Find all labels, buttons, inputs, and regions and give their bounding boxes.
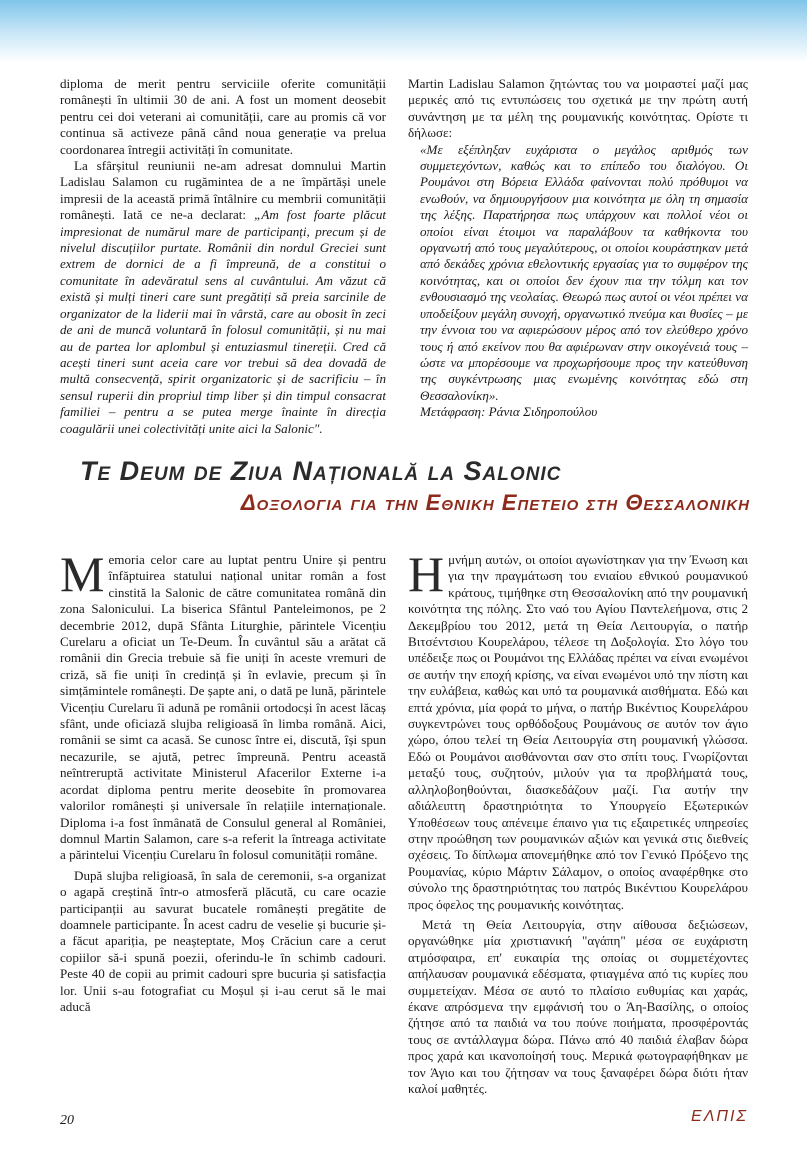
headline-greek: Δοξολογια για την Εθνικη Επετειο στη Θεσσαλονικη bbox=[240, 490, 750, 515]
gr-article-paragraph-2: Μετά τη Θεία Λειτουργία, στην αίθουσα δεξιώσεων, οργανώθηκε μία χριστιανική "αγάπη" μέσα σε ευχάριστη ατμόσφαιρα, επ' ευκαιρία της οποίας οι συμμετέχοντες απήλαυσαν ρουμανικά εδέσματα, φτιαγμένα από τις κυρίες που συμμετείχαν. Μέσα σε αυτό το πλαίσιο ευθυμίας και χαράς, έκανε απρόσμενα την εμφάνισή του ο Άη-Βασίλης, ο οποίος ζήτησε από τα παιδιά να του πούνε ποιήματα, προσφέροντάς τους σε αντάλλαγμα δώρα. Πάνω από 40 παιδιά έλαβαν δώρα προς χαρά και ικανοποίησή τους. Μερικά φωτογραφήθηκαν με τον Άγιο και του ζήτησαν να τους ξαναφέρει δώρα διότι ήταν καλοί μαθητές. bbox=[408, 916, 748, 1096]
ro-interview-quote: „Am fost foarte plăcut impresionat de numărul mare de participanți, precum și de nivelul discuțiilor purtate. Românii din nordul Greciei sunt extrem de dornici de a fi împreună, de a constitui o comunitate în adevăratul sens al cuvântului. Am văzut că există și mulți tineri care sunt pregătiți să preia sarcinile de organizator de la liderii mai în vârstă, care au obosit în zeci de ani de muncă voluntară în folosul comunității, și nu mai au de partea lor aplombul și entuziasmul tinereții. Cred că acești tineri sunt aceia care vor trebui să dea dovadă de multă consecvență, spirit organizatoric și de sacrificiu – în sensul ruperii din propriul timp liber și din timpul consacrat familiei – pentru a se putea merge înainte în direcția coagulării unei colectivități unite aici la Salonic". bbox=[60, 207, 387, 436]
ro-paragraph-diploma: diploma de merit pentru serviciile oferite comunității românești în ultimii 30 de ani. A fost un moment deosebit pentru cei doi veterani ai comunității, care au promis că vor continua să activeze până când noua generație va prelua coordonarea întregii activități în comunitate. bbox=[60, 76, 386, 157]
ro-drop-cap: M bbox=[60, 546, 105, 602]
page-number: 20 bbox=[60, 1113, 74, 1128]
ro-article-paragraph-2: După slujba religioasă, în sala de ceremonii, s-a organizat o agapă creștină într-o atmosferă plăcută, cu care ocazie participanții au savurat bucatele românești pregătite de doamnele participante. În acest cadru de veselie și bucurie și-a făcut apariția, pe neașteptate, Moș Crăciun care a cerut copiilor să-i spună poezii, oferindu-le în schimb cadouri. Peste 40 de copii au primit cadouri spre bucuria și satisfacția lor. Unii s-au fotografiat cu Moșul și i-au cerut să le mai aducă bbox=[60, 867, 386, 1014]
top-romanian-column bbox=[60, 76, 386, 437]
bottom-romanian-column bbox=[60, 546, 386, 1015]
ro-article-text-1: emoria celor care au luptat pentru Unire și pentru înfăptuirea statului național unitar român a fost cinstită la Salonic de către comunitatea română din zona Salonicului. La biserica Sfântul Panteleimonos, pe 2 decembrie 2012, după Sfânta Liturghie, părintele Vicențiu Curelaru a oficiat un Te-Deum. În cuvântul său a arătat că românii din Grecia trebuie să fie uniți în aceste vremuri de criză, să fie uniți în credință și în evlavie, precum și în simțămintele românești. De șapte ani, o dată pe lună, părintele Vicențiu Curelaru îi adună pe românii ortodocși în acest lăcaș sfânt, unde oficiază slujba religioasă în limba română. Aici, românii se simt ca acasă. Se cunosc între ei, discută, își spun necazurile, se ajută, petrec împreună. Pentru această neîntreruptă activitate Ministerul Afacerilor Externe i-a acordat diploma pentru merite deosebite în promovarea valorilor românești și universale în relațiile internaționale. Diploma i-a fost înmânată de Consulul general al României, domnul Martin Salamon, care s-a referit la întreaga activitate a părintelui Vicențiu Curelaru în folosul comunității române. bbox=[60, 552, 386, 863]
gr-paragraph-quote: «Με εξέπληξαν ευχάριστα ο μεγάλος αριθμός των συμμετεχόντων, καθώς και το επίπεδο του διαλόγου. Οι Ρουμάνοι στη Βόρεια Ελλάδα φαίνονται πολύ πρόθυμοι να ενωθούν, να δημιουργήσουν μια κοινότητα με όλη τη σημασία της λέξης. Παρατήρησα πως υπάρχουν και πολλοί νέοι οι οποίοι είναι έτοιμοι να παραλάβουν τα καθήκοντα του οργανωτή από τους μεγαλύτερους, οι οποίοι κουράστηκαν μετά από δεκάδες χρόνια εθελοντικής εργασίας για το συμφέρον της κοινότητας, και οι οποίοι δεν έχουν πια την τόλμη και τον ενθουσιασμό της νεολαίας. Θεωρώ πως αυτοί οι νέοι πρέπει να υποδείξουν μεγάλη συνοχή, οργανωτικό πνεύμα και θυσίες – με την έννοια του να αφιερώσουν μέρος από τον ελεύθερο χρόνο τους ή από εκείνον που θα αφιέρωναν στην οικογένειά τους – ώστε να μπορέσουμε να προχωρήσουμε προς την κατεύθυνση της συγκέντρωσης μιας ενωμένης κοινότητας εδώ στη Θεσσαλονίκη». bbox=[420, 141, 748, 403]
gr-translator-credit: Μετάφραση: Ράνια Σιδηροπούλου bbox=[420, 404, 598, 420]
header-gradient-band bbox=[0, 0, 807, 62]
gr-paragraph-intro: Martin Ladislau Salamon ζητώντας του να μοιραστεί μαζί μας μερικές από τις εντυπώσεις του σχετικά με την πρώτη αυτή συνάντηση με τα μέλη της ρουμανικής κοινότητας. Ορίστε τι δήλωσε: bbox=[408, 76, 748, 141]
ro-interview-intro: La sfârșitul reuniunii ne-am adresat domnului Martin Ladislau Salamon cu rugămintea de a ne împărtăși unele impresii de la această primă întâlnire cu membrii comunității românești. Iată ce ne-a declarat: bbox=[60, 158, 386, 223]
ro-paragraph-interview bbox=[60, 158, 386, 437]
ro-article-paragraph-1 bbox=[60, 546, 386, 864]
gr-article-paragraph-1 bbox=[408, 546, 748, 913]
gr-article-text-1: μνήμη αυτών, οι οποίοι αγωνίστηκαν για την Ένωση και για την πραγμάτωση του ενιαίου εθνικού ρουμανικού κράτους, τιμήθηκε στη Θεσσαλονίκη από την ρουμανική κοινότητα της πόλης. Στο ναό του Αγίου Παντελεήμονα, στις 2 Δεκεμβρίου του 2012, μετά τη Θεία Λειτουργία, ο πατήρ Βιτσέντσιου Κουρελάρου, τέλεσε τη Δοξολογία. Στο λόγο του υπέδειξε πως οι Ρουμάνοι της Ελλάδας πρέπει να είναι ενωμένοι σε αυτήν την εποχή κρίσης, να είναι ενωμένοι υπό την πίστη και την ευλάβεια, καθώς και υπό τα ρουμανικά αισθήματα. Εδώ και επτά χρόνια, μία φορά το μήνα, ο πατήρ Βικέντιος Κουρελάρου συγκεντρώνει τους ορθόδοξους Ρουμάνους σε αυτόν τον άγιο χώρο, όπου τελεί τη Θεία Λειτουργία στη ρουμανική γλώσσα. Εδώ οι Ρουμάνοι αισθάνονται σαν στο σπίτι τους. Γνωρίζονται μεταξύ τους, συζητούν, μιλούν για τα προβλήματά τους, αλληλοβοηθούνται, διασκεδάζουν μαζί. Για αυτήν την αδιάλειπτη δραστηριότητα το Υπουργείο Εξωτερικών Υποθέσεων τους απένειμε έπαινο για τις εξαιρετικές υπηρεσίες στην προώθηση των ρουμανικών αξιών και γενικά στις διεθνείς σχέσεις. Το δίπλωμα απονεμήθηκε από τον Γενικό Πρόξενο της Ρουμανίας, κύριο Μάρτιν Σάλαμον, ο οποίος αναφέρθηκε στο σύνολο της δραστηριότητας του πατρός Βικέντιου Κουρελάρου προς όφελος της ρουμανικής κοινότητας. bbox=[408, 552, 748, 912]
gr-drop-cap: Η bbox=[408, 546, 445, 602]
magazine-title: ΕΛΠΙΣ bbox=[691, 1108, 748, 1125]
bottom-greek-column bbox=[408, 546, 748, 1097]
headline-romanian: Te Deum de Ziua Națională la Salonic bbox=[80, 456, 562, 486]
top-greek-column bbox=[408, 76, 748, 421]
